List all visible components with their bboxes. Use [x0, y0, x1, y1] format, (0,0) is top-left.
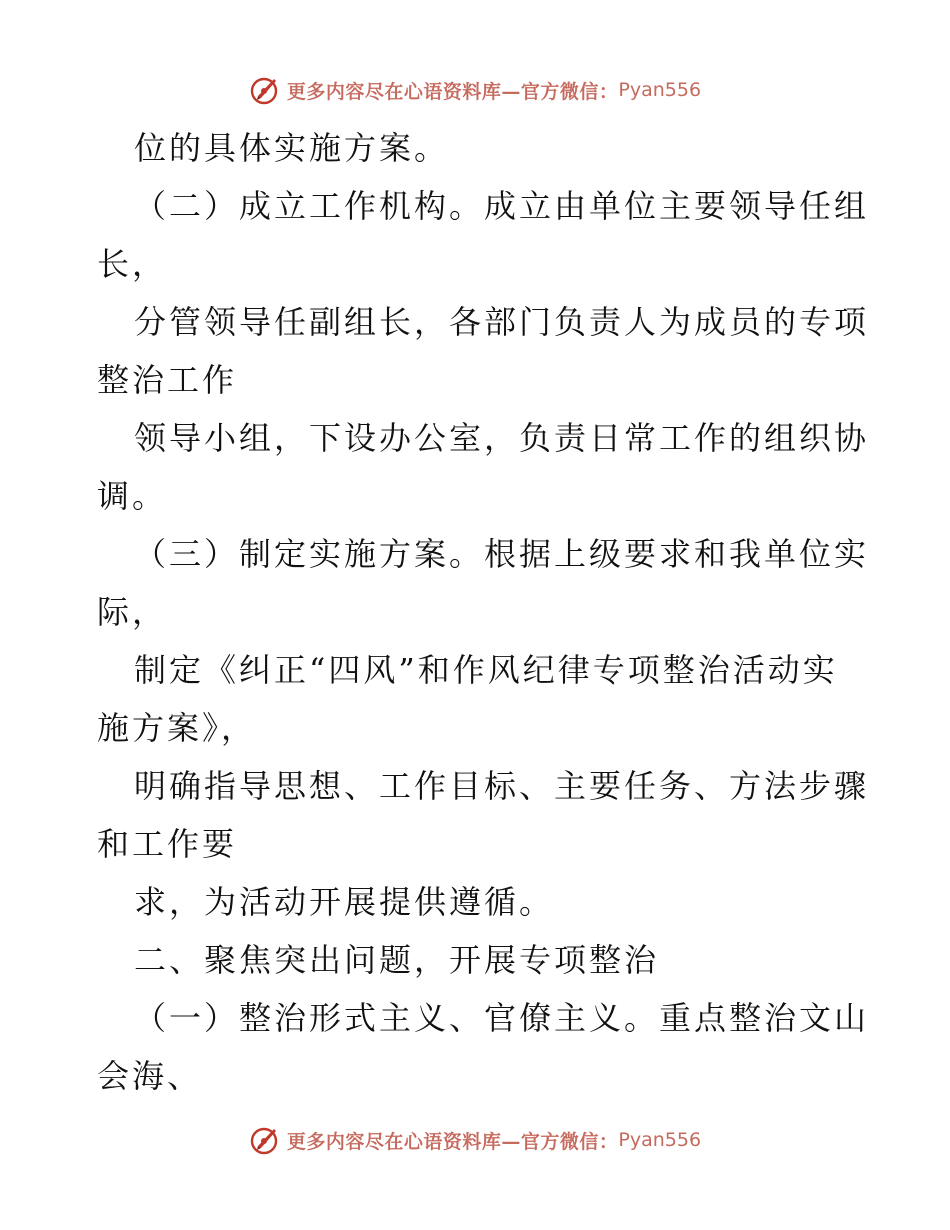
watermark-wechat-id: Pyan556: [618, 1129, 702, 1151]
body-line: （一）整治形式主义、官僚主义。重点整治文山: [134, 999, 870, 1037]
body-line: 求，为活动开展提供遵循。: [134, 883, 555, 921]
body-line: 长，: [97, 245, 168, 283]
body-line: 分管领导任副组长，各部门负责人为成员的专项: [134, 303, 870, 341]
footer-watermark: [0, 1122, 950, 1158]
body-line: 制定《纠正“四风”和作风纪律专项整治活动实: [134, 651, 838, 689]
body-line: 位的具体实施方案。: [134, 129, 450, 167]
body-line: 整治工作: [97, 361, 238, 399]
body-line: 领导小组，下设办公室，负责日常工作的组织协: [134, 419, 870, 457]
watermark-text: 更多内容尽在心语资料库—官方微信：: [286, 1130, 619, 1153]
quill-pen-circle-icon: [249, 1124, 281, 1156]
body-line: 际，: [97, 593, 168, 631]
body-line: 会海、: [97, 1057, 203, 1095]
watermark-text: 更多内容尽在心语资料库—官方微信：: [286, 80, 619, 103]
watermark-wechat-id: Pyan556: [618, 79, 702, 101]
body-line: 和工作要: [97, 825, 238, 863]
body-line: 调。: [97, 477, 168, 515]
section-heading: 二、聚焦突出问题，开展专项整治: [134, 941, 660, 979]
body-line: （二）成立工作机构。成立由单位主要领导任组: [134, 187, 870, 225]
body-line: （三）制定实施方案。根据上级要求和我单位实: [134, 535, 870, 573]
body-line: 施方案》，: [97, 709, 257, 747]
body-line: 明确指导思想、工作目标、主要任务、方法步骤: [134, 767, 870, 805]
